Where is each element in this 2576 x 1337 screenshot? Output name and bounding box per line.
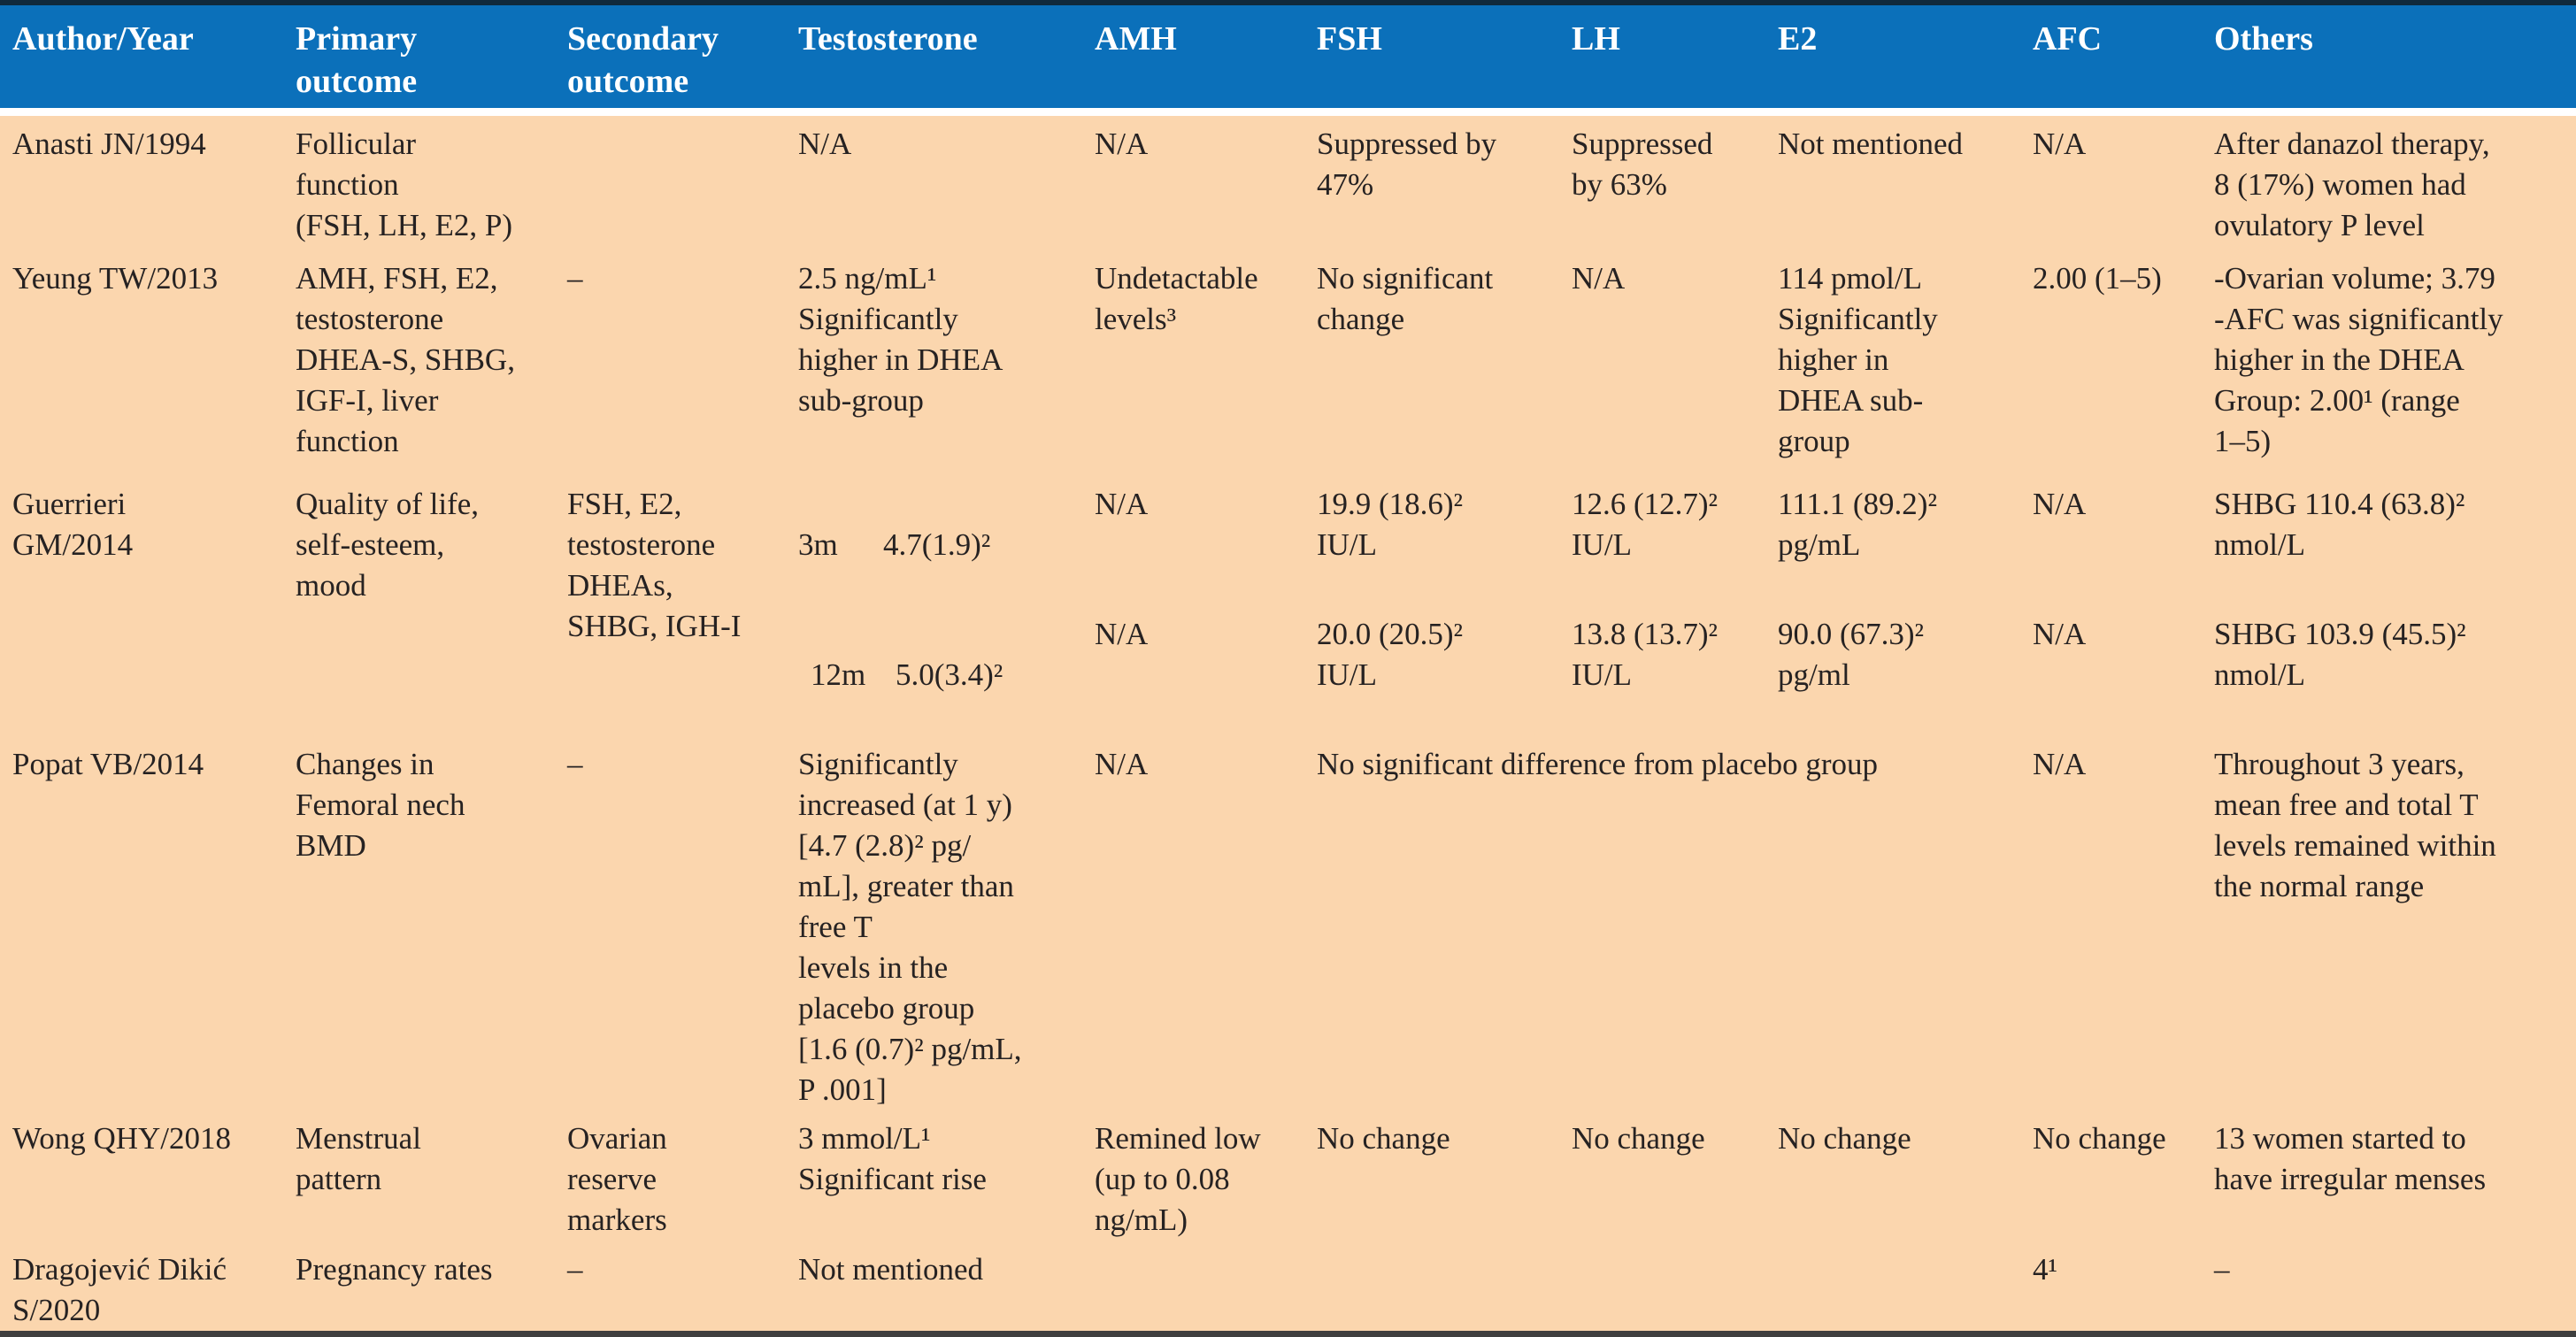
cell-amh: Undetactable levels³ [1095,250,1317,476]
cell-afc: N/A [2033,116,2214,250]
table-row-yeung [0,250,2576,476]
timepoint-label: 12m [811,657,866,692]
cell-primary-outcome: Changes in Femoral nech BMD [296,736,567,1110]
cell-e2: 90.0 (67.3)² pg/ml [1778,606,2033,736]
cell-testosterone: 2.5 ng/mL¹ Significantly higher in DHEA sub-group [798,250,1095,476]
cell-others: 13 women started to have irregular menses [2214,1110,2576,1241]
cell-fsh: Suppressed by 47% [1317,116,1572,250]
cell-amh: N/A [1095,736,1317,1110]
cell-afc: N/A [2033,606,2214,736]
column-header-lh: LH [1572,0,1778,116]
cell-secondary-outcome: Ovarian reserve markers [567,1110,798,1241]
table-row-dragojevic [0,1241,2576,1337]
cell-fsh: 20.0 (20.5)² IU/L [1317,606,1572,736]
table-body [0,116,2576,1337]
cell-testosterone [798,606,1095,736]
cell-afc: N/A [2033,736,2214,1110]
cell-amh: N/A [1095,476,1317,606]
cell-e2 [1778,1241,2033,1337]
cell-others: SHBG 110.4 (63.8)² nmol/L [2214,476,2576,606]
cell-others: – [2214,1241,2576,1337]
cell-fsh-lh-e2-merged: No significant difference from placebo group [1317,736,2033,1110]
cell-lh [1572,1241,1778,1337]
cell-testosterone: N/A [798,116,1095,250]
table-row-popat [0,736,2576,1110]
table-row-anasti [0,116,2576,250]
cell-afc: N/A [2033,476,2214,606]
cell-afc: No change [2033,1110,2214,1241]
timepoint-label: 3m [798,527,838,562]
cell-e2: 111.1 (89.2)² pg/mL [1778,476,2033,606]
cell-fsh: No change [1317,1110,1572,1241]
header-row [0,0,2576,116]
cell-primary-outcome: Menstrual pattern [296,1110,567,1241]
cell-primary-outcome: Follicular function (FSH, LH, E2, P) [296,116,567,250]
cell-others: -Ovarian volume; 3.79 -AFC was significantly higher in the DHEA Group: 2.00¹ (range 1–5) [2214,250,2576,476]
cell-amh: Remined low (up to 0.08 ng/mL) [1095,1110,1317,1241]
cell-amh: N/A [1095,606,1317,736]
cell-testosterone: Not mentioned [798,1241,1095,1337]
cell-lh: N/A [1572,250,1778,476]
cell-others: SHBG 103.9 (45.5)² nmol/L [2214,606,2576,736]
cell-fsh [1317,1241,1572,1337]
testosterone-timepoint-split [811,655,1068,695]
table-row-wong [0,1110,2576,1241]
table-header [0,0,2576,116]
table-row-guerrieri-3m [0,476,2576,606]
cell-fsh: No significant change [1317,250,1572,476]
column-header-fsh: FSH [1317,0,1572,116]
cell-amh: N/A [1095,116,1317,250]
cell-secondary-outcome: – [567,736,798,1110]
cell-lh: Suppressed by 63% [1572,116,1778,250]
column-header-others: Others [2214,0,2576,116]
column-header-testosterone: Testosterone [798,0,1095,116]
cell-author: Yeung TW/2013 [0,250,296,476]
cell-testosterone: Significantly increased (at 1 y) [4.7 (2.8)² pg/ mL], greater than free T levels in the placebo group [1.6 (0.7)² pg/mL, P .001] [798,736,1095,1110]
cell-afc: 2.00 (1–5) [2033,250,2214,476]
cell-primary-outcome: Quality of life, self-esteem, mood [296,476,567,736]
cell-afc: 4¹ [2033,1241,2214,1337]
cell-others: After danazol therapy, 8 (17%) women had ovulatory P level [2214,116,2576,250]
cell-others: Throughout 3 years, mean free and total T levels remained within the normal range [2214,736,2576,1110]
column-header-afc: AFC [2033,0,2214,116]
column-header-amh: AMH [1095,0,1317,116]
column-header-author-year: Author/Year [0,0,296,116]
cell-primary-outcome: Pregnancy rates [296,1241,567,1337]
testosterone-value: 4.7(1.9)² [883,527,991,562]
testosterone-timepoint-split [798,525,1068,565]
cell-amh [1095,1241,1317,1337]
cell-testosterone: 3 mmol/L¹ Significant rise [798,1110,1095,1241]
cell-author: Dragojević Dikić S/2020 [0,1241,296,1337]
cell-e2: 114 pmol/L Significantly higher in DHEA sub- group [1778,250,2033,476]
cell-secondary-outcome: FSH, E2, testosterone DHEAs, SHBG, IGH-I [567,476,798,736]
cell-author: Wong QHY/2018 [0,1110,296,1241]
cell-author: Anasti JN/1994 [0,116,296,250]
testosterone-value: 5.0(3.4)² [896,657,1003,692]
column-header-primary-outcome: Primary outcome [296,0,567,116]
cell-e2: No change [1778,1110,2033,1241]
cell-lh: 13.8 (13.7)² IU/L [1572,606,1778,736]
cell-secondary-outcome: – [567,250,798,476]
cell-fsh: 19.9 (18.6)² IU/L [1317,476,1572,606]
column-header-e2: E2 [1778,0,2033,116]
cell-author: Popat VB/2014 [0,736,296,1110]
column-header-secondary-outcome: Secondary outcome [567,0,798,116]
cell-secondary-outcome [567,116,798,250]
cell-primary-outcome: AMH, FSH, E2, testosterone DHEA-S, SHBG, IGF-I, liver function [296,250,567,476]
cell-testosterone [798,476,1095,606]
cell-secondary-outcome: – [567,1241,798,1337]
cell-lh: 12.6 (12.7)² IU/L [1572,476,1778,606]
cell-author: Guerrieri GM/2014 [0,476,296,736]
cell-lh: No change [1572,1110,1778,1241]
cell-e2: Not mentioned [1778,116,2033,250]
